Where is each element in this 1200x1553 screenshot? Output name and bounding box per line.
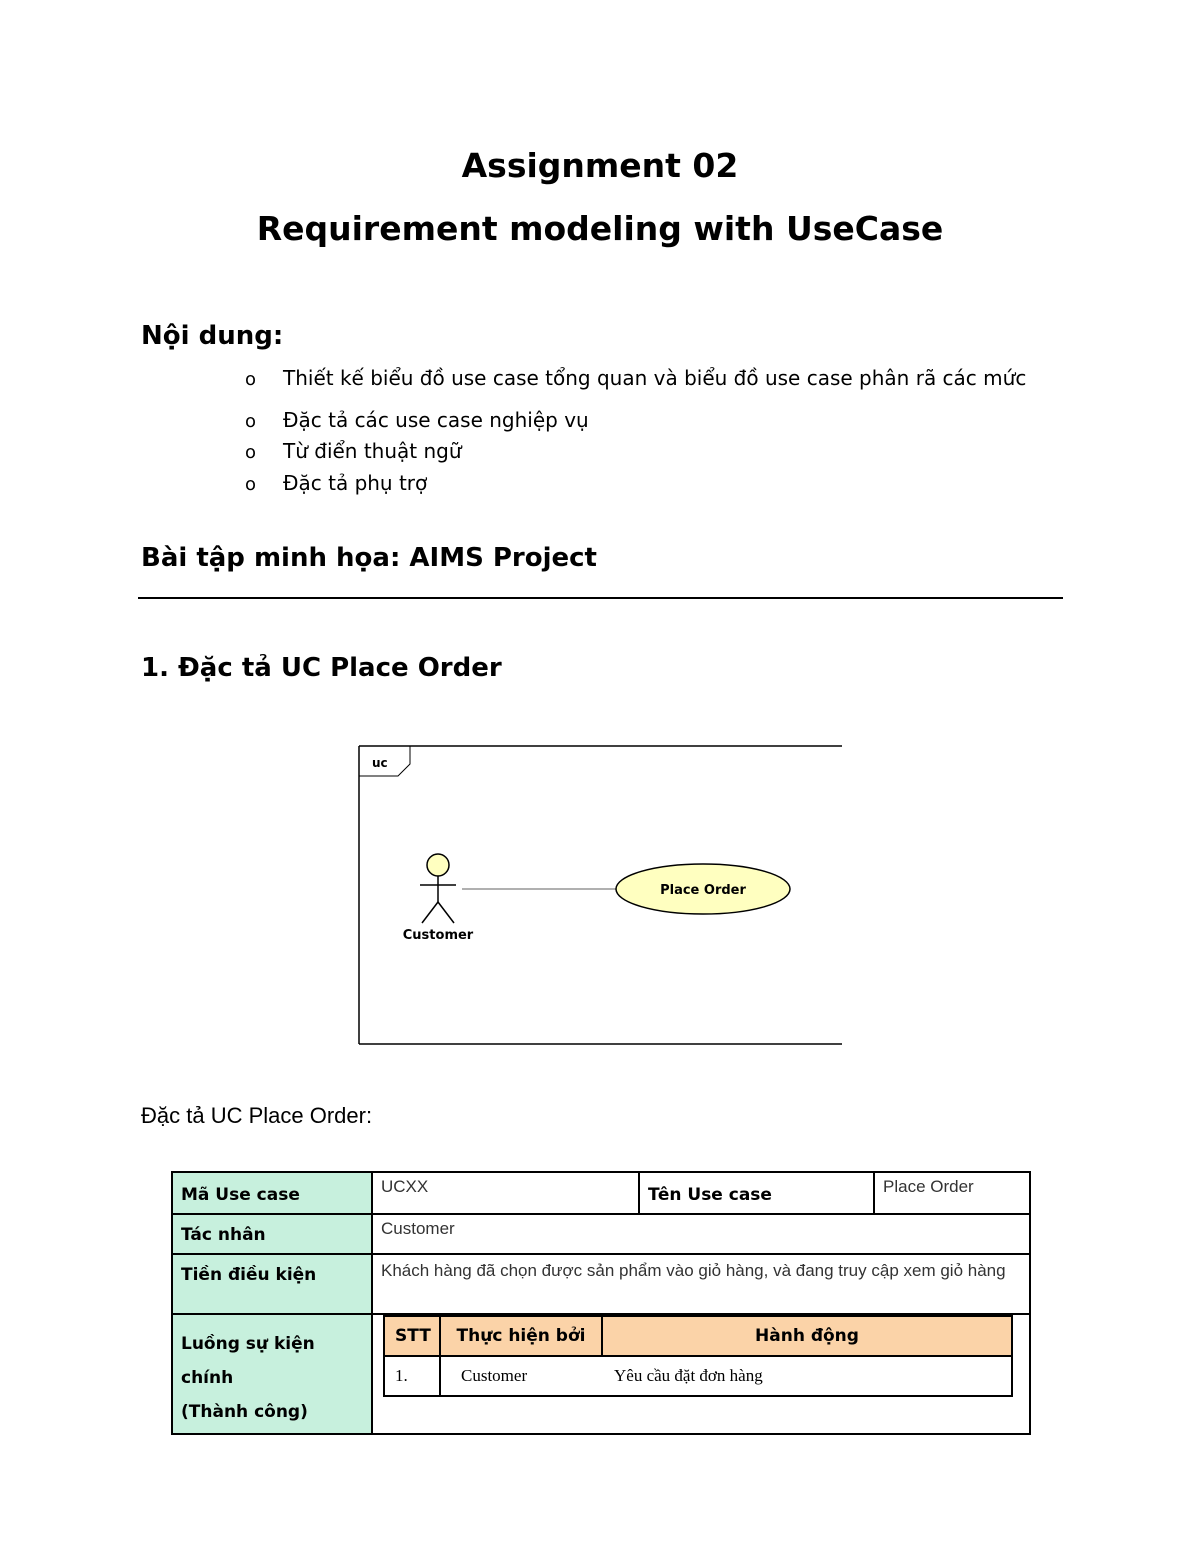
- main-flow-cell: [372, 1314, 1030, 1434]
- flow-row-content: [440, 1356, 1012, 1396]
- horizontal-divider: [138, 597, 1063, 599]
- flow-row-performer: Customer: [461, 1366, 528, 1385]
- flow-header-performer: Thực hiện bởi: [440, 1316, 602, 1356]
- main-flow-label-line2: (Thành công): [181, 1402, 308, 1422]
- precondition-value: Khách hàng đã chọn được sản phẩm vào giỏ hàng, và đang truy cập xem giỏ hàng: [372, 1254, 1030, 1314]
- flow-row-stt: 1.: [384, 1356, 440, 1396]
- table-row: [384, 1356, 1012, 1396]
- list-item: [245, 366, 1026, 390]
- bullet-text: Đặc tả các use case nghiệp vụ: [283, 408, 589, 432]
- flow-header-action: Hành động: [602, 1316, 1012, 1356]
- bullet-circle-icon: o: [245, 474, 257, 495]
- precondition-label: Tiền điều kiện: [172, 1254, 372, 1314]
- flow-header-stt: STT: [384, 1316, 440, 1356]
- table-row: [172, 1254, 1030, 1314]
- spec-caption: Đặc tả UC Place Order:: [141, 1103, 373, 1128]
- list-item: [245, 439, 462, 463]
- list-item: [245, 408, 589, 432]
- actor-stick-figure-icon: [420, 854, 456, 923]
- table-row: [384, 1316, 1012, 1356]
- bullet-circle-icon: o: [245, 411, 257, 432]
- document-title: Assignment 02: [461, 146, 739, 185]
- bullet-circle-icon: o: [245, 442, 257, 463]
- list-item: [245, 471, 427, 495]
- document-subtitle: Requirement modeling with UseCase: [256, 209, 944, 248]
- table-row: [172, 1214, 1030, 1254]
- usecase-code-value: UCXX: [372, 1172, 639, 1214]
- main-flow-table: [383, 1315, 1013, 1397]
- bullet-text: Thiết kế biểu đồ use case tổng quan và biểu đồ use case phân rã các mức: [283, 366, 1027, 390]
- frame-tag-label: uc: [372, 756, 388, 770]
- actor-row-label: Tác nhân: [172, 1214, 372, 1254]
- main-flow-label: [172, 1314, 372, 1434]
- usecase-name-value: Place Order: [874, 1172, 1030, 1214]
- content-heading: Nội dung:: [141, 321, 284, 351]
- table-row: [172, 1314, 1030, 1434]
- use-case-spec-table: [171, 1171, 1031, 1435]
- actor-label: Customer: [402, 928, 474, 943]
- usecase-name-label: Tên Use case: [639, 1172, 874, 1214]
- actor-row-value: Customer: [372, 1214, 1030, 1254]
- bullet-text: Từ điển thuật ngữ: [283, 439, 462, 463]
- section-heading: 1. Đặc tả UC Place Order: [141, 653, 502, 683]
- flow-row-action: Yêu cầu đặt đơn hàng: [614, 1366, 763, 1385]
- use-case-diagram: [358, 745, 842, 1045]
- main-flow-label-line1: Luồng sự kiện chính: [181, 1334, 315, 1388]
- example-heading: Bài tập minh họa: AIMS Project: [141, 543, 597, 573]
- table-row: [172, 1172, 1030, 1214]
- use-case-label: Place Order: [660, 883, 746, 898]
- bullet-circle-icon: o: [245, 369, 257, 390]
- bullet-text: Đặc tả phụ trợ: [283, 471, 428, 495]
- usecase-code-label: Mã Use case: [172, 1172, 372, 1214]
